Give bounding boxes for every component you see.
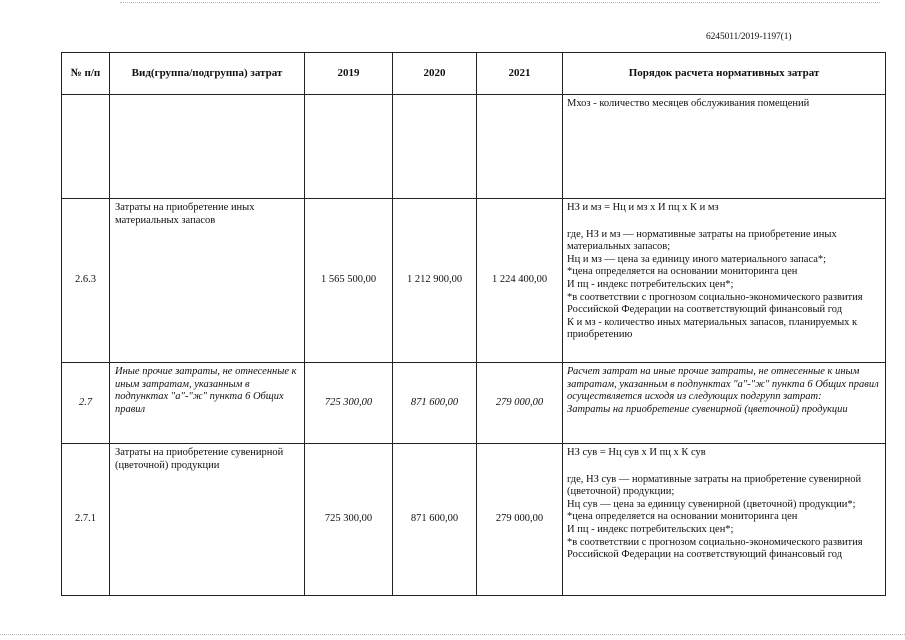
calc-line: И пц - индекс потребительских цен*;	[567, 278, 734, 290]
calc-cell	[563, 444, 886, 596]
value-2019	[305, 95, 393, 199]
calc-line: Нц и мз — цена за единицу иного материального запаса*;	[567, 253, 827, 265]
header-num: № п/п	[62, 53, 110, 95]
calc-line: *цена определяется на основании мониторинга цен	[567, 266, 798, 278]
calc-line: *цена определяется на основании мониторинга цен	[567, 511, 798, 523]
value-2020: 871 600,00	[393, 363, 477, 444]
scan-artifact-bottom	[0, 634, 905, 637]
calc-line: где, НЗ и мз — нормативные затраты на приобретение иных материальных запасов;	[567, 228, 837, 253]
row-name: Затраты на приобретение иных материальных запасов	[110, 199, 305, 363]
row-num: 2.6.3	[62, 199, 110, 363]
table-row	[62, 444, 886, 596]
calc-line: *в соответствии с прогнозом социально-экономического развития Российской Федерации на соответствующий финансовый год	[567, 536, 863, 561]
calc-line: *в соответствии с прогнозом социально-экономического развития Российской Федерации на соответствующий финансовый год	[567, 291, 863, 316]
calc-line: Мхоз - количество месяцев обслуживания помещений	[567, 98, 810, 109]
row-num	[62, 95, 110, 199]
row-name	[110, 95, 305, 199]
calc-line: И пц - индекс потребительских цен*;	[567, 523, 734, 535]
row-num: 2.7.1	[62, 444, 110, 596]
value-2020: 871 600,00	[393, 444, 477, 596]
value-2020: 1 212 900,00	[393, 199, 477, 363]
calc-line: Расчет затрат на иные прочие затраты, не отнесенные к иным затратам, указанным в подпунктах "а"-"ж" пункта 6 Общих правил осуществляется исходя из следующих подгрупп затрат:	[567, 366, 879, 403]
value-2021: 1 224 400,00	[477, 199, 563, 363]
cost-table	[61, 52, 886, 596]
table-header-row	[62, 53, 886, 95]
header-2021: 2021	[477, 53, 563, 95]
value-2021	[477, 95, 563, 199]
calc-line: К и мз - количество иных материальных запасов, планируемых к приобретению	[567, 316, 858, 341]
header-calc: Порядок расчета нормативных затрат	[563, 53, 886, 95]
table-row	[62, 363, 886, 444]
table-row	[62, 95, 886, 199]
document-number: 6245011/2019-1197(1)	[706, 32, 792, 42]
scan-artifact-top	[120, 2, 880, 5]
calc-cell	[563, 199, 886, 363]
calc-formula: НЗ сув = Нц сув х И пц х К сув	[567, 447, 706, 458]
value-2019: 725 300,00	[305, 363, 393, 444]
row-num: 2.7	[62, 363, 110, 444]
row-name: Иные прочие затраты, не отнесенные к иным затратам, указанным в подпунктах "а"-"ж" пункта 6 Общих правил	[110, 363, 305, 444]
value-2020	[393, 95, 477, 199]
header-2020: 2020	[393, 53, 477, 95]
calc-line: Затраты на приобретение сувенирной (цветочной) продукции	[567, 403, 848, 415]
value-2019: 725 300,00	[305, 444, 393, 596]
value-2019: 1 565 500,00	[305, 199, 393, 363]
header-type: Вид(группа/подгруппа) затрат	[110, 53, 305, 95]
header-2019: 2019	[305, 53, 393, 95]
value-2021: 279 000,00	[477, 444, 563, 596]
table-row	[62, 199, 886, 363]
calc-cell	[563, 95, 886, 199]
value-2021: 279 000,00	[477, 363, 563, 444]
calc-formula: НЗ и мз = Нц и мз х И пц х К и мз	[567, 202, 719, 213]
calc-cell	[563, 363, 886, 444]
calc-line: Нц сув — цена за единицу сувенирной (цветочной) продукции*;	[567, 498, 856, 510]
row-name: Затраты на приобретение сувенирной (цветочной) продукции	[110, 444, 305, 596]
calc-line: где, НЗ сув — нормативные затраты на приобретение сувенирной (цветочной) продукции;	[567, 473, 862, 498]
